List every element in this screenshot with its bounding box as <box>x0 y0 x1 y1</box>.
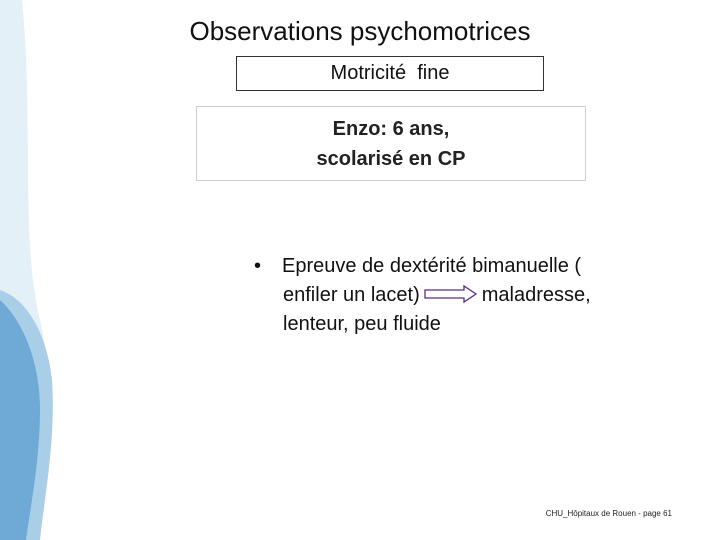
patient-info-line-1: Enzo: 6 ans, <box>332 117 450 140</box>
patient-info-line-2: scolarisé en CP <box>316 147 466 170</box>
bullet-item <box>254 252 654 281</box>
bullet-line-3: lenteur, peu fluide <box>283 313 441 335</box>
slide-title: Observations psychomotrices <box>189 16 531 46</box>
right-arrow-icon <box>420 286 482 306</box>
subtitle-box <box>236 56 544 91</box>
decorative-side-wave <box>0 0 80 540</box>
footer-page-info: CHU_Hôpitaux de Rouen - page 61 <box>545 509 672 518</box>
subtitle-text: Motricité fine <box>330 62 450 84</box>
patient-info-box <box>196 106 586 181</box>
bullet-line-2-end: maladresse, <box>481 284 591 306</box>
bullet-marker: • <box>254 255 262 277</box>
bullet-list <box>254 252 654 339</box>
bullet-line-1: Epreuve de dextérité bimanuelle ( <box>282 255 582 277</box>
bullet-line-2 <box>254 281 654 310</box>
bullet-line-2-start: enfiler un lacet) <box>283 284 420 306</box>
